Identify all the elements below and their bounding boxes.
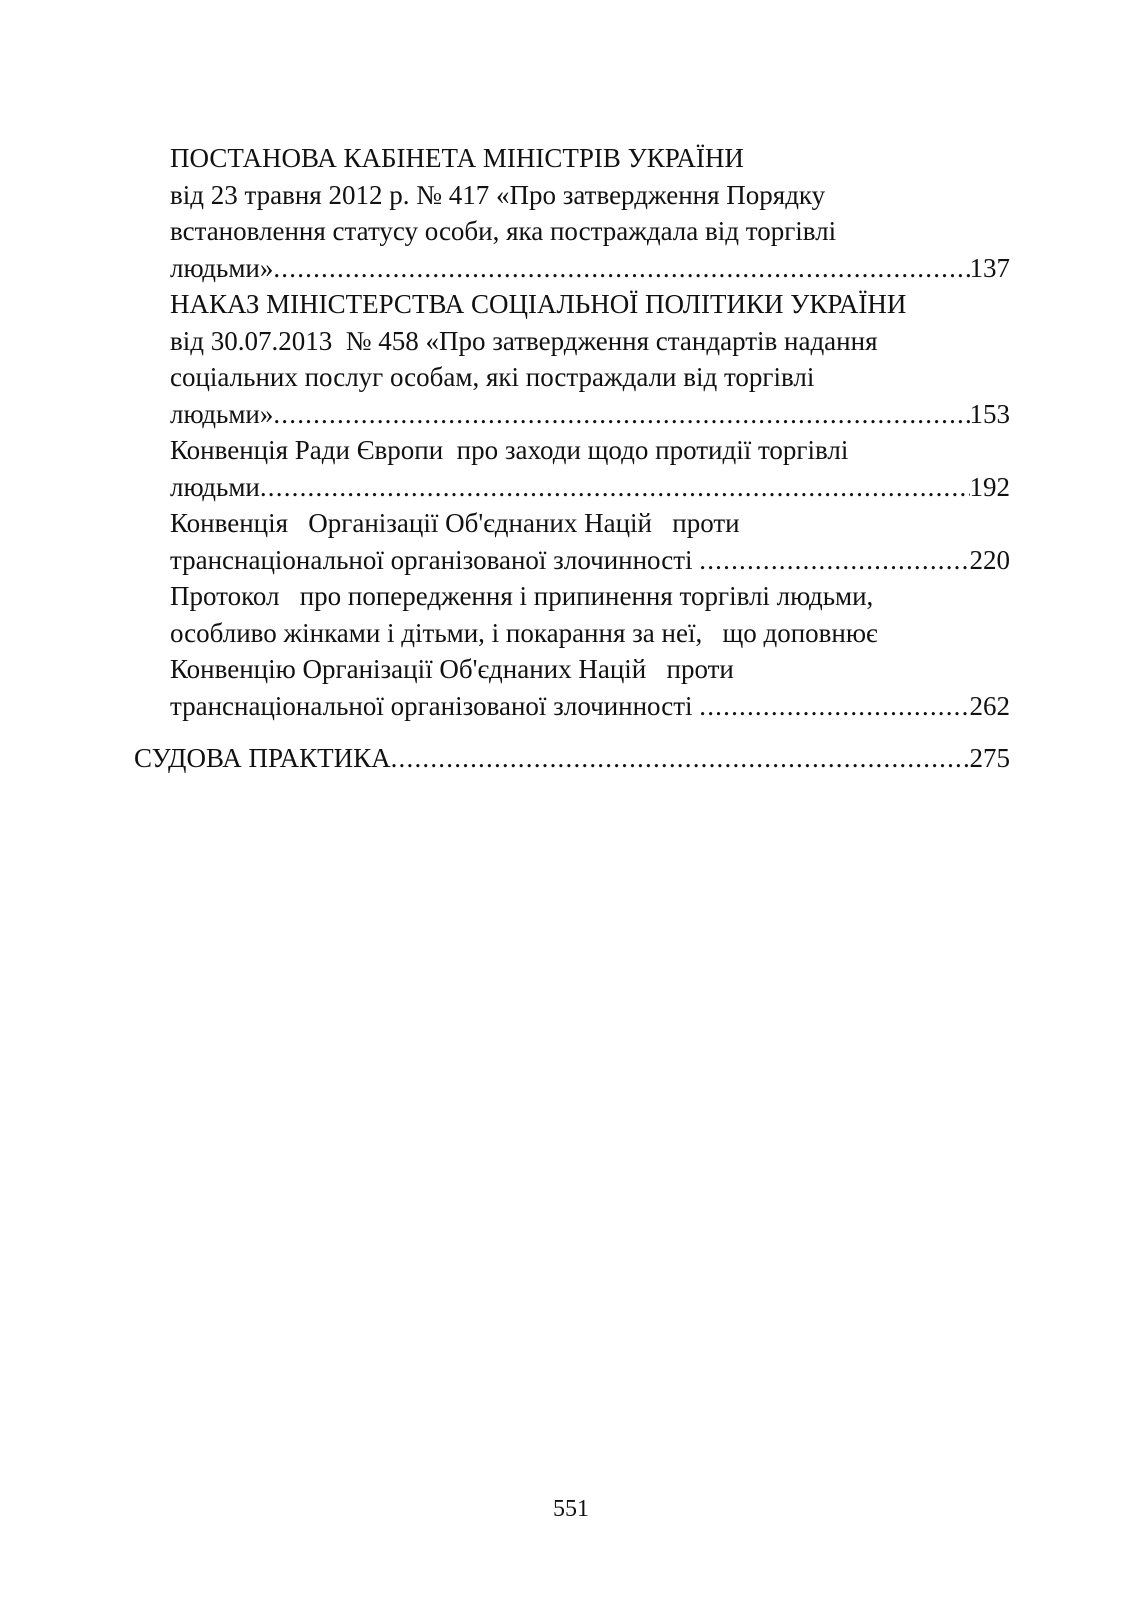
toc-entry-court-practice[interactable] <box>134 740 1010 777</box>
dot-leader <box>391 740 970 777</box>
dot-leader <box>273 396 969 433</box>
toc-entry-line: людьми <box>170 471 260 502</box>
toc-page-number: 275 <box>969 743 1010 773</box>
dot-leader <box>699 542 969 579</box>
toc-entry-line: Конвенція Ради Європи про заходи щодо протидії торгівлі <box>170 435 849 465</box>
toc-entry-last-line <box>170 396 1010 433</box>
toc-entry-last-line <box>170 542 1010 579</box>
dot-leader <box>260 469 970 506</box>
toc-entry-line: Конвенція Організації Об'єднаних Націй проти <box>170 508 740 538</box>
toc-page-number: 137 <box>969 252 1010 283</box>
toc-entry-cabinet-resolution[interactable] <box>134 140 1010 286</box>
dot-leader <box>699 688 969 725</box>
toc-entry-line: людьми» <box>170 252 274 283</box>
dot-leader <box>273 250 969 287</box>
toc-entry-last-line <box>134 740 1010 777</box>
toc-entry-line: встановлення статусу особи, яка постраждала від торгівлі <box>170 216 837 246</box>
toc-entry-line: Протокол про попередження і припинення торгівлі людьми, <box>170 581 874 611</box>
toc-entry-protocol[interactable] <box>134 578 1010 724</box>
toc-entry-line: СУДОВА ПРАКТИКА <box>134 743 391 773</box>
toc-entry-last-line <box>170 688 1010 725</box>
table-of-contents <box>134 140 1010 777</box>
toc-entry-line: Конвенцію Організації Об'єднаних Націй проти <box>170 654 734 684</box>
toc-entry-last-line <box>170 469 1010 506</box>
toc-entry-un-convention[interactable] <box>134 505 1010 578</box>
toc-entry-line: транснаціональної організованої злочинності <box>170 544 700 575</box>
toc-entry-ministry-order[interactable] <box>134 286 1010 432</box>
toc-page-number: 220 <box>969 544 1010 575</box>
toc-page-number: 192 <box>969 471 1010 502</box>
page-number: 551 <box>553 1496 589 1522</box>
toc-entry-council-of-europe-convention[interactable] <box>134 432 1010 505</box>
toc-page-number: 262 <box>969 690 1010 721</box>
toc-entry-line: НАКАЗ МІНІСТЕРСТВА СОЦІАЛЬНОЇ ПОЛІТИКИ УКРАЇНИ <box>170 289 907 319</box>
toc-entry-last-line <box>170 250 1010 287</box>
toc-page-number: 153 <box>969 398 1010 429</box>
toc-entry-line: транснаціональної організованої злочинності <box>170 690 700 721</box>
toc-entry-line: ПОСТАНОВА КАБІНЕТА МІНІСТРІВ УКРАЇНИ <box>170 143 744 173</box>
toc-entry-line: соціальних послуг особам, які постраждали від торгівлі <box>170 362 815 392</box>
toc-entry-line: особливо жінками і дітьми, і покарання за неї, що доповнює <box>170 617 878 648</box>
toc-entry-line: людьми» <box>170 398 274 429</box>
toc-entry-line: від 23 травня 2012 р. № 417 «Про затвердження Порядку <box>170 179 826 210</box>
toc-entry-line: від 30.07.2013 № 458 «Про затвердження стандартів надання <box>170 325 878 356</box>
